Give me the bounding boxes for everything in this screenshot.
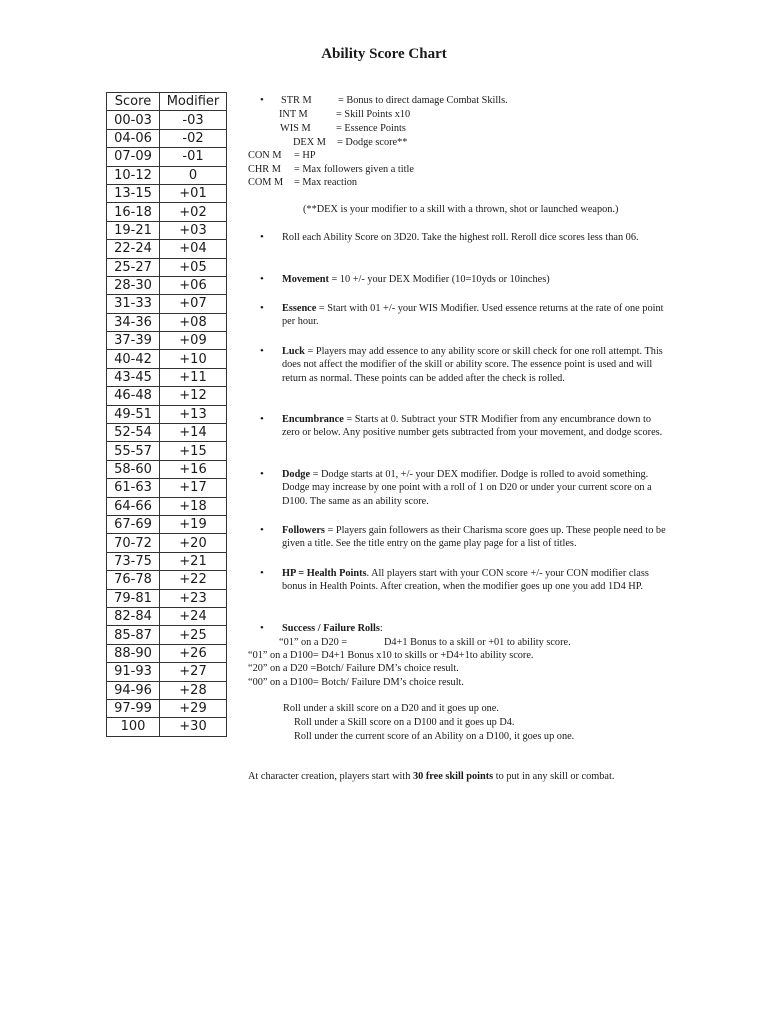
modifier-cell: +04 <box>160 240 227 258</box>
modifier-cell: +03 <box>160 221 227 239</box>
table-row <box>107 387 227 405</box>
page-title: Ability Score Chart <box>321 46 447 62</box>
table-row <box>107 221 227 239</box>
int-mod-definition: = Skill Points x10 <box>336 109 411 120</box>
table-row <box>107 240 227 258</box>
roll-under-line-2: Roll under a Skill score on a D100 and it goes up D4. <box>294 717 515 728</box>
essence-rule <box>282 302 667 329</box>
column-header-score: Score <box>107 93 160 111</box>
modifier-cell: +09 <box>160 332 227 350</box>
modifier-cell: +19 <box>160 515 227 533</box>
followers-rule <box>282 524 667 551</box>
modifier-cell: +29 <box>160 699 227 717</box>
table-row <box>107 552 227 570</box>
score-cell: 19-21 <box>107 221 160 239</box>
dodge-rule <box>282 468 667 508</box>
bullet-icon: • <box>260 524 264 536</box>
wis-mod-label: WIS M <box>280 123 311 134</box>
score-cell: 67-69 <box>107 515 160 533</box>
chr-mod-definition: = Max followers given a title <box>294 164 414 175</box>
score-cell: 94-96 <box>107 681 160 699</box>
chr-mod-label: CHR M <box>248 164 281 175</box>
score-cell: 43-45 <box>107 368 160 386</box>
table-row <box>107 460 227 478</box>
score-cell: 16-18 <box>107 203 160 221</box>
score-cell: 46-48 <box>107 387 160 405</box>
bullet-icon: • <box>260 622 264 634</box>
movement-rule <box>282 273 667 286</box>
modifier-cell: -02 <box>160 129 227 147</box>
table-row <box>107 497 227 515</box>
table-row <box>107 534 227 552</box>
table-row <box>107 644 227 662</box>
table-row <box>107 258 227 276</box>
score-cell: 100 <box>107 718 160 736</box>
modifier-cell: +02 <box>160 203 227 221</box>
table-header-row <box>107 93 227 111</box>
table-row <box>107 368 227 386</box>
score-cell: 49-51 <box>107 405 160 423</box>
score-cell: 04-06 <box>107 129 160 147</box>
score-cell: 37-39 <box>107 332 160 350</box>
ability-score-table <box>106 92 227 737</box>
modifier-cell: +06 <box>160 276 227 294</box>
table-row <box>107 295 227 313</box>
table-row <box>107 699 227 717</box>
score-cell: 40-42 <box>107 350 160 368</box>
essence-text: = Start with 01 +/- your WIS Modifier. Used essence returns at the rate of one point per hour. <box>282 303 664 328</box>
modifier-cell: +16 <box>160 460 227 478</box>
score-cell: 88-90 <box>107 644 160 662</box>
roll-under-line-1: Roll under a skill score on a D20 and it goes up one. <box>283 703 499 714</box>
modifier-cell: +08 <box>160 313 227 331</box>
modifier-cell: -01 <box>160 148 227 166</box>
luck-label: Luck <box>282 346 305 357</box>
score-cell: 91-93 <box>107 663 160 681</box>
luck-rule <box>282 345 667 385</box>
modifier-cell: +14 <box>160 424 227 442</box>
encumbrance-text: = Starts at 0. Subtract your STR Modifier from any encumbrance down to zero or below. Any positive number gets subtracted from your movement, and dodge scores. <box>282 414 663 439</box>
hp-label: HP = Health Points <box>282 568 367 579</box>
modifier-cell: +25 <box>160 626 227 644</box>
success-label: Success / Failure Rolls <box>282 623 380 634</box>
dodge-text: = Dodge starts at 01, +/- your DEX modifier. Dodge is rolled to avoid something. Dodge may increase by one point with a roll of 1 on D20 or under your current score on a D100. The same as an ability score. <box>282 469 652 507</box>
modifier-cell: +26 <box>160 644 227 662</box>
table-row <box>107 313 227 331</box>
table-row <box>107 571 227 589</box>
creation-points: 30 free skill points <box>412 771 494 782</box>
table-row <box>107 479 227 497</box>
encumbrance-label: Encumbrance <box>282 414 344 425</box>
table-row <box>107 332 227 350</box>
score-cell: 70-72 <box>107 534 160 552</box>
score-cell: 76-78 <box>107 571 160 589</box>
score-cell: 10-12 <box>107 166 160 184</box>
modifier-cell: +15 <box>160 442 227 460</box>
modifier-cell: +27 <box>160 663 227 681</box>
table-row <box>107 111 227 129</box>
dex-mod-definition: = Dodge score** <box>337 137 408 148</box>
column-header-modifier: Modifier <box>160 93 227 111</box>
modifier-cell: +30 <box>160 718 227 736</box>
luck-text: = Players may add essence to any ability score or skill check for one roll attempt. This does not affect the modifier of the skill or ability score. The essence point is used and will return as normal. These points can be added after the check is rolled. <box>282 346 663 384</box>
table-row <box>107 184 227 202</box>
modifier-cell: +20 <box>160 534 227 552</box>
score-cell: 00-03 <box>107 111 160 129</box>
hp-text: . All players start with your CON score +/- your CON modifier class bonus in Health Points. After creation, when the modifier goes up one you add 1D4 HP. <box>282 568 649 593</box>
bullet-icon: • <box>260 273 264 285</box>
score-cell: 07-09 <box>107 148 160 166</box>
score-cell: 13-15 <box>107 184 160 202</box>
table-row <box>107 166 227 184</box>
movement-label: Movement <box>282 274 329 285</box>
modifier-cell: +18 <box>160 497 227 515</box>
table-row <box>107 203 227 221</box>
con-mod-definition: = HP <box>294 150 316 161</box>
score-cell: 64-66 <box>107 497 160 515</box>
com-mod-definition: = Max reaction <box>294 177 357 188</box>
con-mod-label: CON M <box>248 150 282 161</box>
table-row <box>107 424 227 442</box>
creation-note <box>248 770 628 783</box>
modifier-cell: +05 <box>160 258 227 276</box>
score-cell: 85-87 <box>107 626 160 644</box>
int-mod-label: INT M <box>279 109 308 120</box>
table-row <box>107 718 227 736</box>
score-cell: 61-63 <box>107 479 160 497</box>
modifier-cell: +28 <box>160 681 227 699</box>
success-heading <box>282 622 383 635</box>
table-row <box>107 276 227 294</box>
modifier-cell: +21 <box>160 552 227 570</box>
bullet-icon: • <box>260 345 264 357</box>
score-cell: 25-27 <box>107 258 160 276</box>
modifier-cell: +12 <box>160 387 227 405</box>
table-row <box>107 442 227 460</box>
followers-text: = Players gain followers as their Charisma score goes up. These people need to be given a title. See the title entry on the game play page for a list of titles. <box>282 525 666 550</box>
dex-mod-label: DEX M <box>293 137 326 148</box>
table-row <box>107 148 227 166</box>
modifier-cell: +01 <box>160 184 227 202</box>
table-row <box>107 589 227 607</box>
success-roll-1a: “01” on a D20 = <box>279 637 348 648</box>
modifier-cell: +23 <box>160 589 227 607</box>
bullet-icon: • <box>260 468 264 480</box>
str-mod-label: STR M <box>281 95 312 106</box>
score-cell: 97-99 <box>107 699 160 717</box>
com-mod-label: COM M <box>248 177 284 188</box>
success-roll-1b: D4+1 Bonus to a skill or +01 to ability score. <box>384 637 571 648</box>
modifier-cell: +22 <box>160 571 227 589</box>
table-row <box>107 515 227 533</box>
bullet-icon: • <box>260 231 264 243</box>
success-roll-2: “01” on a D100= D4+1 Bonus x10 to skills or +D4+1to ability score. <box>248 650 534 661</box>
modifier-cell: 0 <box>160 166 227 184</box>
wis-mod-definition: = Essence Points <box>336 123 406 134</box>
score-cell: 82-84 <box>107 607 160 625</box>
modifier-cell: +11 <box>160 368 227 386</box>
hp-rule <box>282 567 667 594</box>
success-roll-4: “00” on a D100= Botch/ Failure DM’s choice result. <box>248 677 464 688</box>
modifier-cell: +07 <box>160 295 227 313</box>
score-cell: 55-57 <box>107 442 160 460</box>
score-cell: 52-54 <box>107 424 160 442</box>
table-row <box>107 626 227 644</box>
dex-note: (**DEX is your modifier to a skill with a thrown, shot or launched weapon.) <box>303 204 619 215</box>
score-cell: 73-75 <box>107 552 160 570</box>
movement-text: = 10 +/- your DEX Modifier (10=10yds or 10inches) <box>328 274 550 285</box>
followers-label: Followers <box>282 525 325 536</box>
str-mod-definition: = Bonus to direct damage Combat Skills. <box>338 95 508 106</box>
score-cell: 79-81 <box>107 589 160 607</box>
modifier-cell: +24 <box>160 607 227 625</box>
success-colon: : <box>379 623 383 634</box>
score-cell: 22-24 <box>107 240 160 258</box>
score-cell: 28-30 <box>107 276 160 294</box>
bullet-icon: • <box>260 302 264 314</box>
table-row <box>107 663 227 681</box>
roll-rule: Roll each Ability Score on 3D20. Take the highest roll. Reroll dice scores less than 06. <box>282 232 639 243</box>
score-cell: 34-36 <box>107 313 160 331</box>
essence-label: Essence <box>282 303 317 314</box>
modifier-cell: -03 <box>160 111 227 129</box>
modifier-cell: +17 <box>160 479 227 497</box>
table-row <box>107 607 227 625</box>
dodge-label: Dodge <box>282 469 311 480</box>
creation-post: to put in any skill or combat. <box>493 771 615 782</box>
score-cell: 31-33 <box>107 295 160 313</box>
modifier-cell: +13 <box>160 405 227 423</box>
success-roll-3: “20” on a D20 =Botch/ Failure DM’s choice result. <box>248 663 459 674</box>
modifier-cell: +10 <box>160 350 227 368</box>
table-row <box>107 350 227 368</box>
score-cell: 58-60 <box>107 460 160 478</box>
encumbrance-rule <box>282 413 667 440</box>
table-row <box>107 405 227 423</box>
table-row <box>107 129 227 147</box>
bullet-icon: • <box>260 94 264 106</box>
table-row <box>107 681 227 699</box>
bullet-icon: • <box>260 413 264 425</box>
creation-pre: At character creation, players start with <box>248 771 413 782</box>
roll-under-line-3: Roll under the current score of an Ability on a D100, it goes up one. <box>294 731 575 742</box>
bullet-icon: • <box>260 567 264 579</box>
